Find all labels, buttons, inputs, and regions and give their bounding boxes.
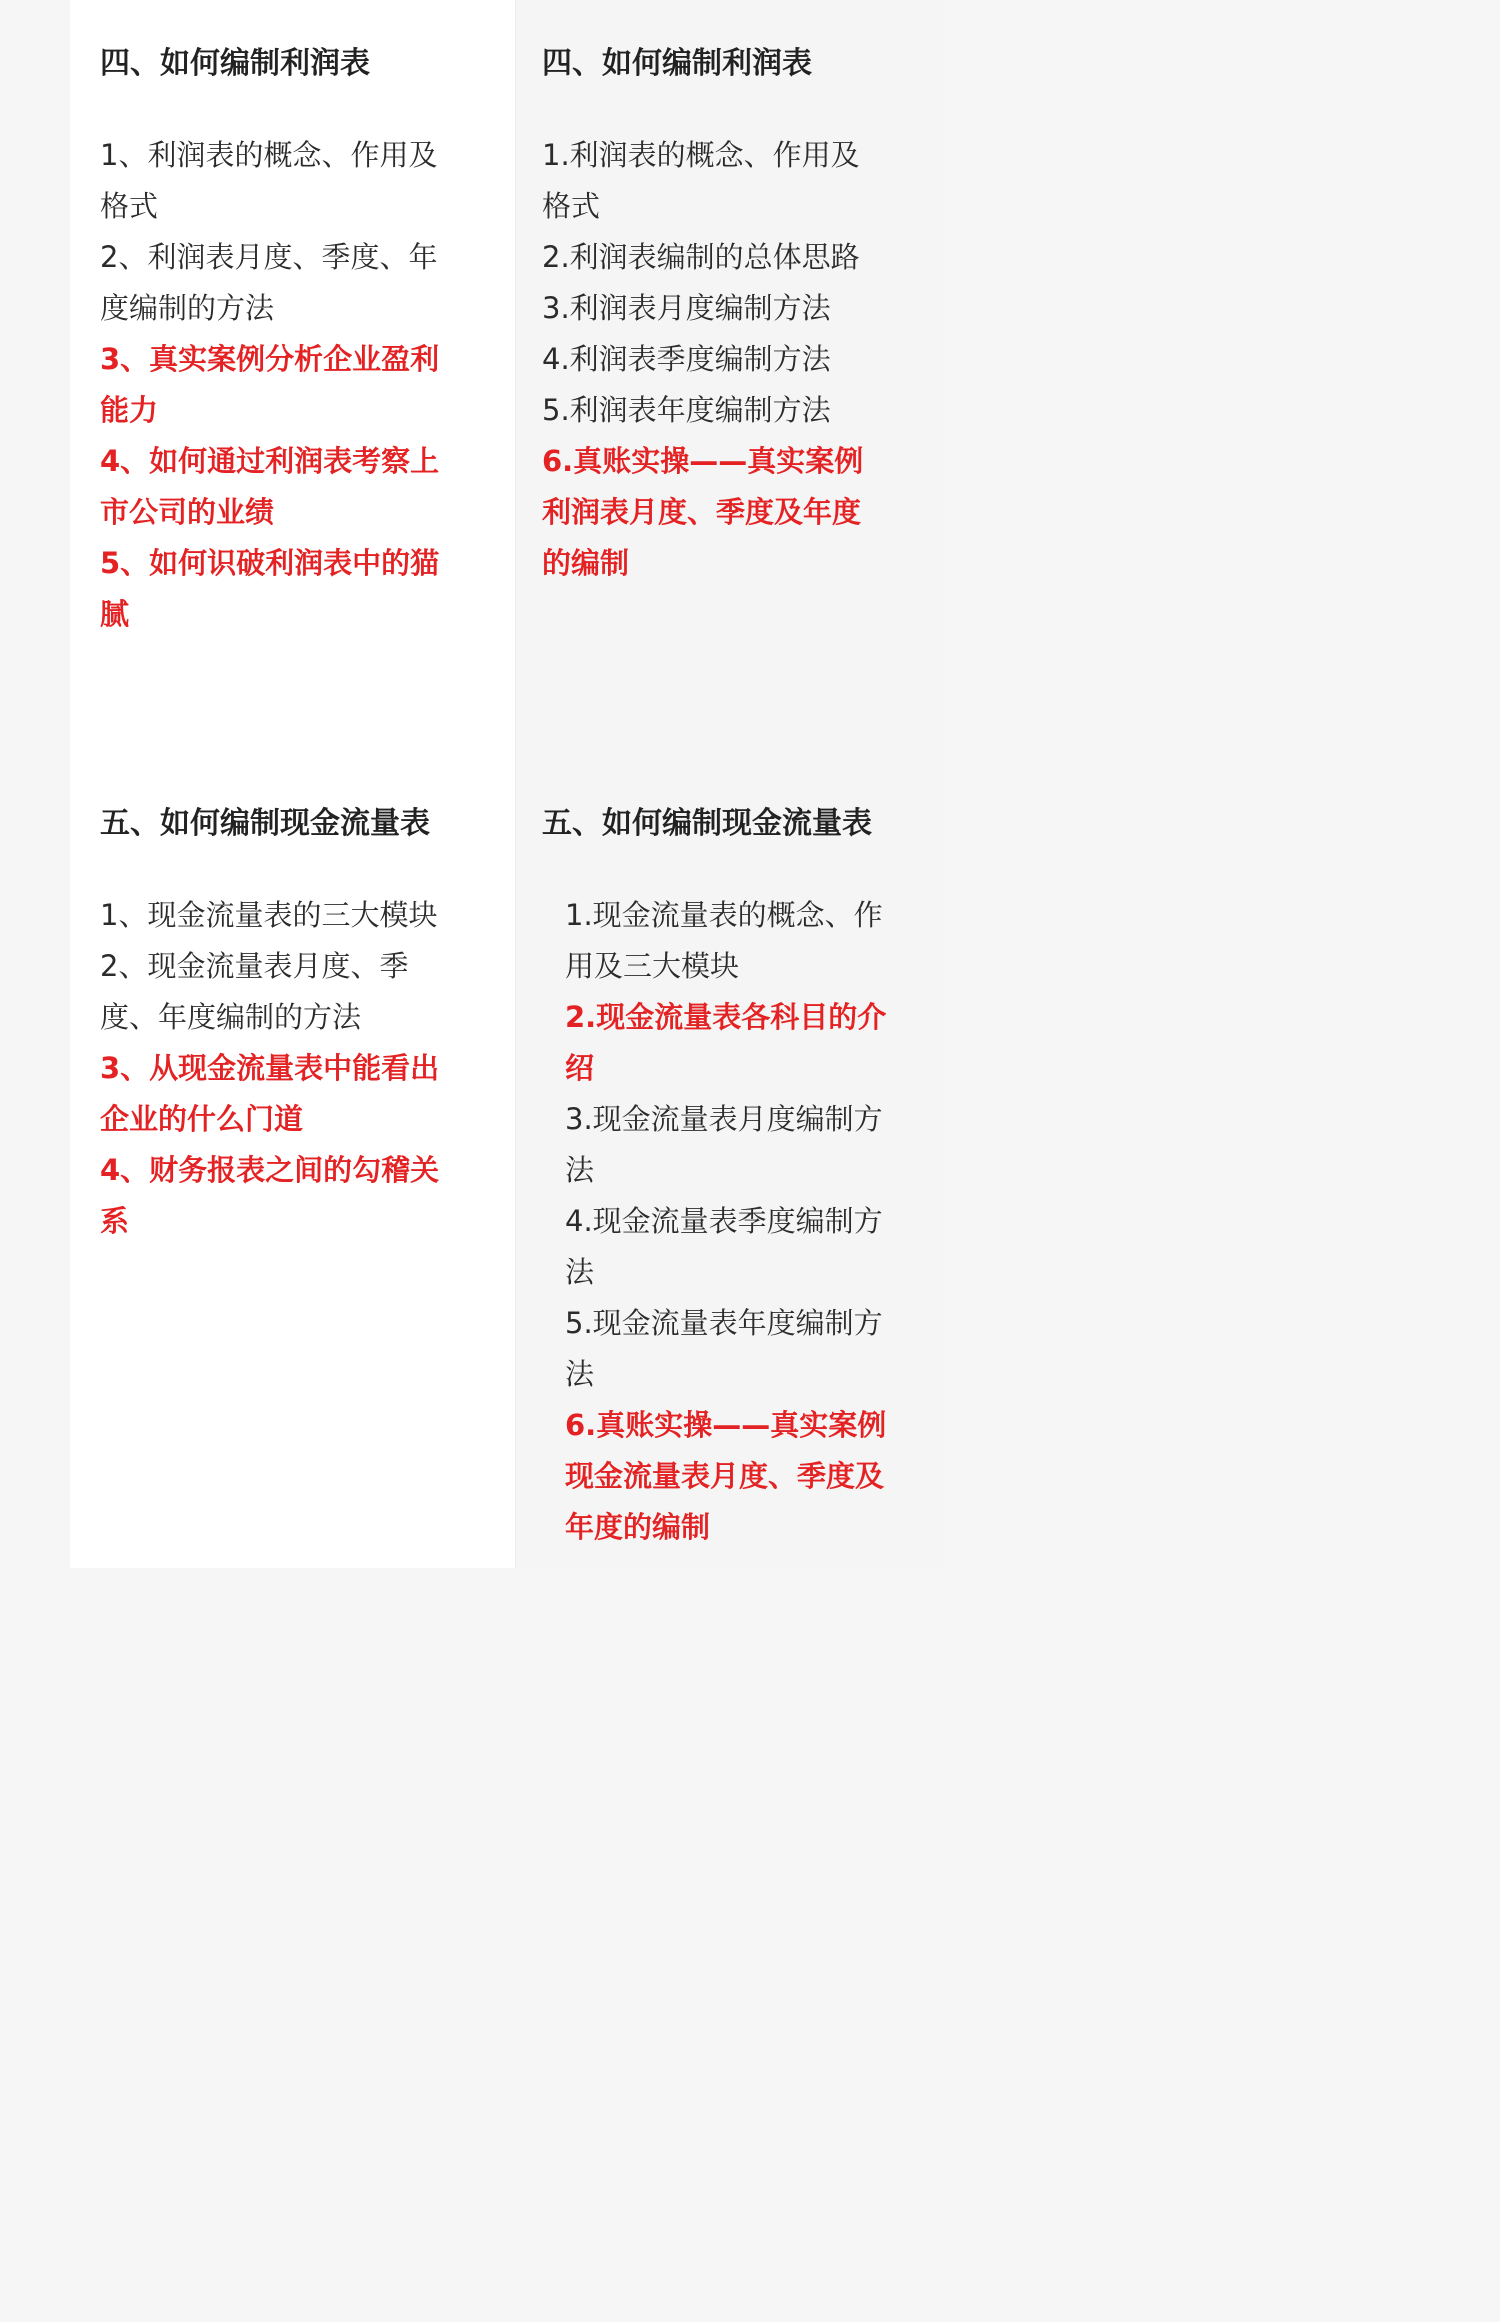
list-item: 2、利润表月度、季度、年度编制的方法 — [100, 240, 438, 325]
left-section-5-list — [100, 890, 460, 1247]
list-item: 1、现金流量表的三大模块 — [100, 898, 438, 932]
right-section-4 — [542, 44, 872, 589]
list-item: 2.利润表编制的总体思路 — [542, 240, 860, 274]
list-item: 4、如何通过利润表考察上市公司的业绩 — [100, 444, 440, 529]
left-section-4 — [100, 44, 460, 640]
right-section-4-title: 四、如何编制利润表 — [542, 46, 812, 81]
list-item: 1.现金流量表的概念、作用及三大模块 — [565, 898, 883, 983]
right-section-4-list — [542, 130, 872, 589]
list-item: 1、利润表的概念、作用及格式 — [100, 138, 438, 223]
list-item: 5.利润表年度编制方法 — [542, 393, 831, 427]
list-item: 3、真实案例分析企业盈利能力 — [100, 342, 440, 427]
comparison-page — [0, 0, 1015, 1568]
list-item: 5、如何识破利润表中的猫腻 — [100, 546, 440, 631]
list-item: 4.现金流量表季度编制方法 — [565, 1204, 883, 1289]
list-item: 6.真账实操——真实案例利润表月度、季度及年度的编制 — [542, 444, 864, 580]
right-section-5-list — [565, 890, 895, 1553]
list-item: 2、现金流量表月度、季度、年度编制的方法 — [100, 949, 409, 1034]
list-item: 3、从现金流量表中能看出企业的什么门道 — [100, 1051, 440, 1136]
left-section-4-list — [100, 130, 460, 640]
list-item: 3.现金流量表月度编制方法 — [565, 1102, 883, 1187]
left-section-5-title: 五、如何编制现金流量表 — [100, 806, 430, 841]
list-item: 3.利润表月度编制方法 — [542, 291, 831, 325]
left-section-4-title: 四、如何编制利润表 — [100, 46, 370, 81]
column-divider — [515, 0, 516, 1568]
right-section-5 — [542, 804, 922, 1553]
left-section-5 — [100, 804, 460, 1247]
list-item: 1.利润表的概念、作用及格式 — [542, 138, 860, 223]
list-item: 6.真账实操——真实案例现金流量表月度、季度及年度的编制 — [565, 1408, 887, 1544]
list-item: 4.利润表季度编制方法 — [542, 342, 831, 376]
right-section-5-title: 五、如何编制现金流量表 — [542, 806, 872, 841]
list-item: 4、财务报表之间的勾稽关系 — [100, 1153, 440, 1238]
list-item: 5.现金流量表年度编制方法 — [565, 1306, 883, 1391]
list-item: 2.现金流量表各科目的介绍 — [565, 1000, 887, 1085]
